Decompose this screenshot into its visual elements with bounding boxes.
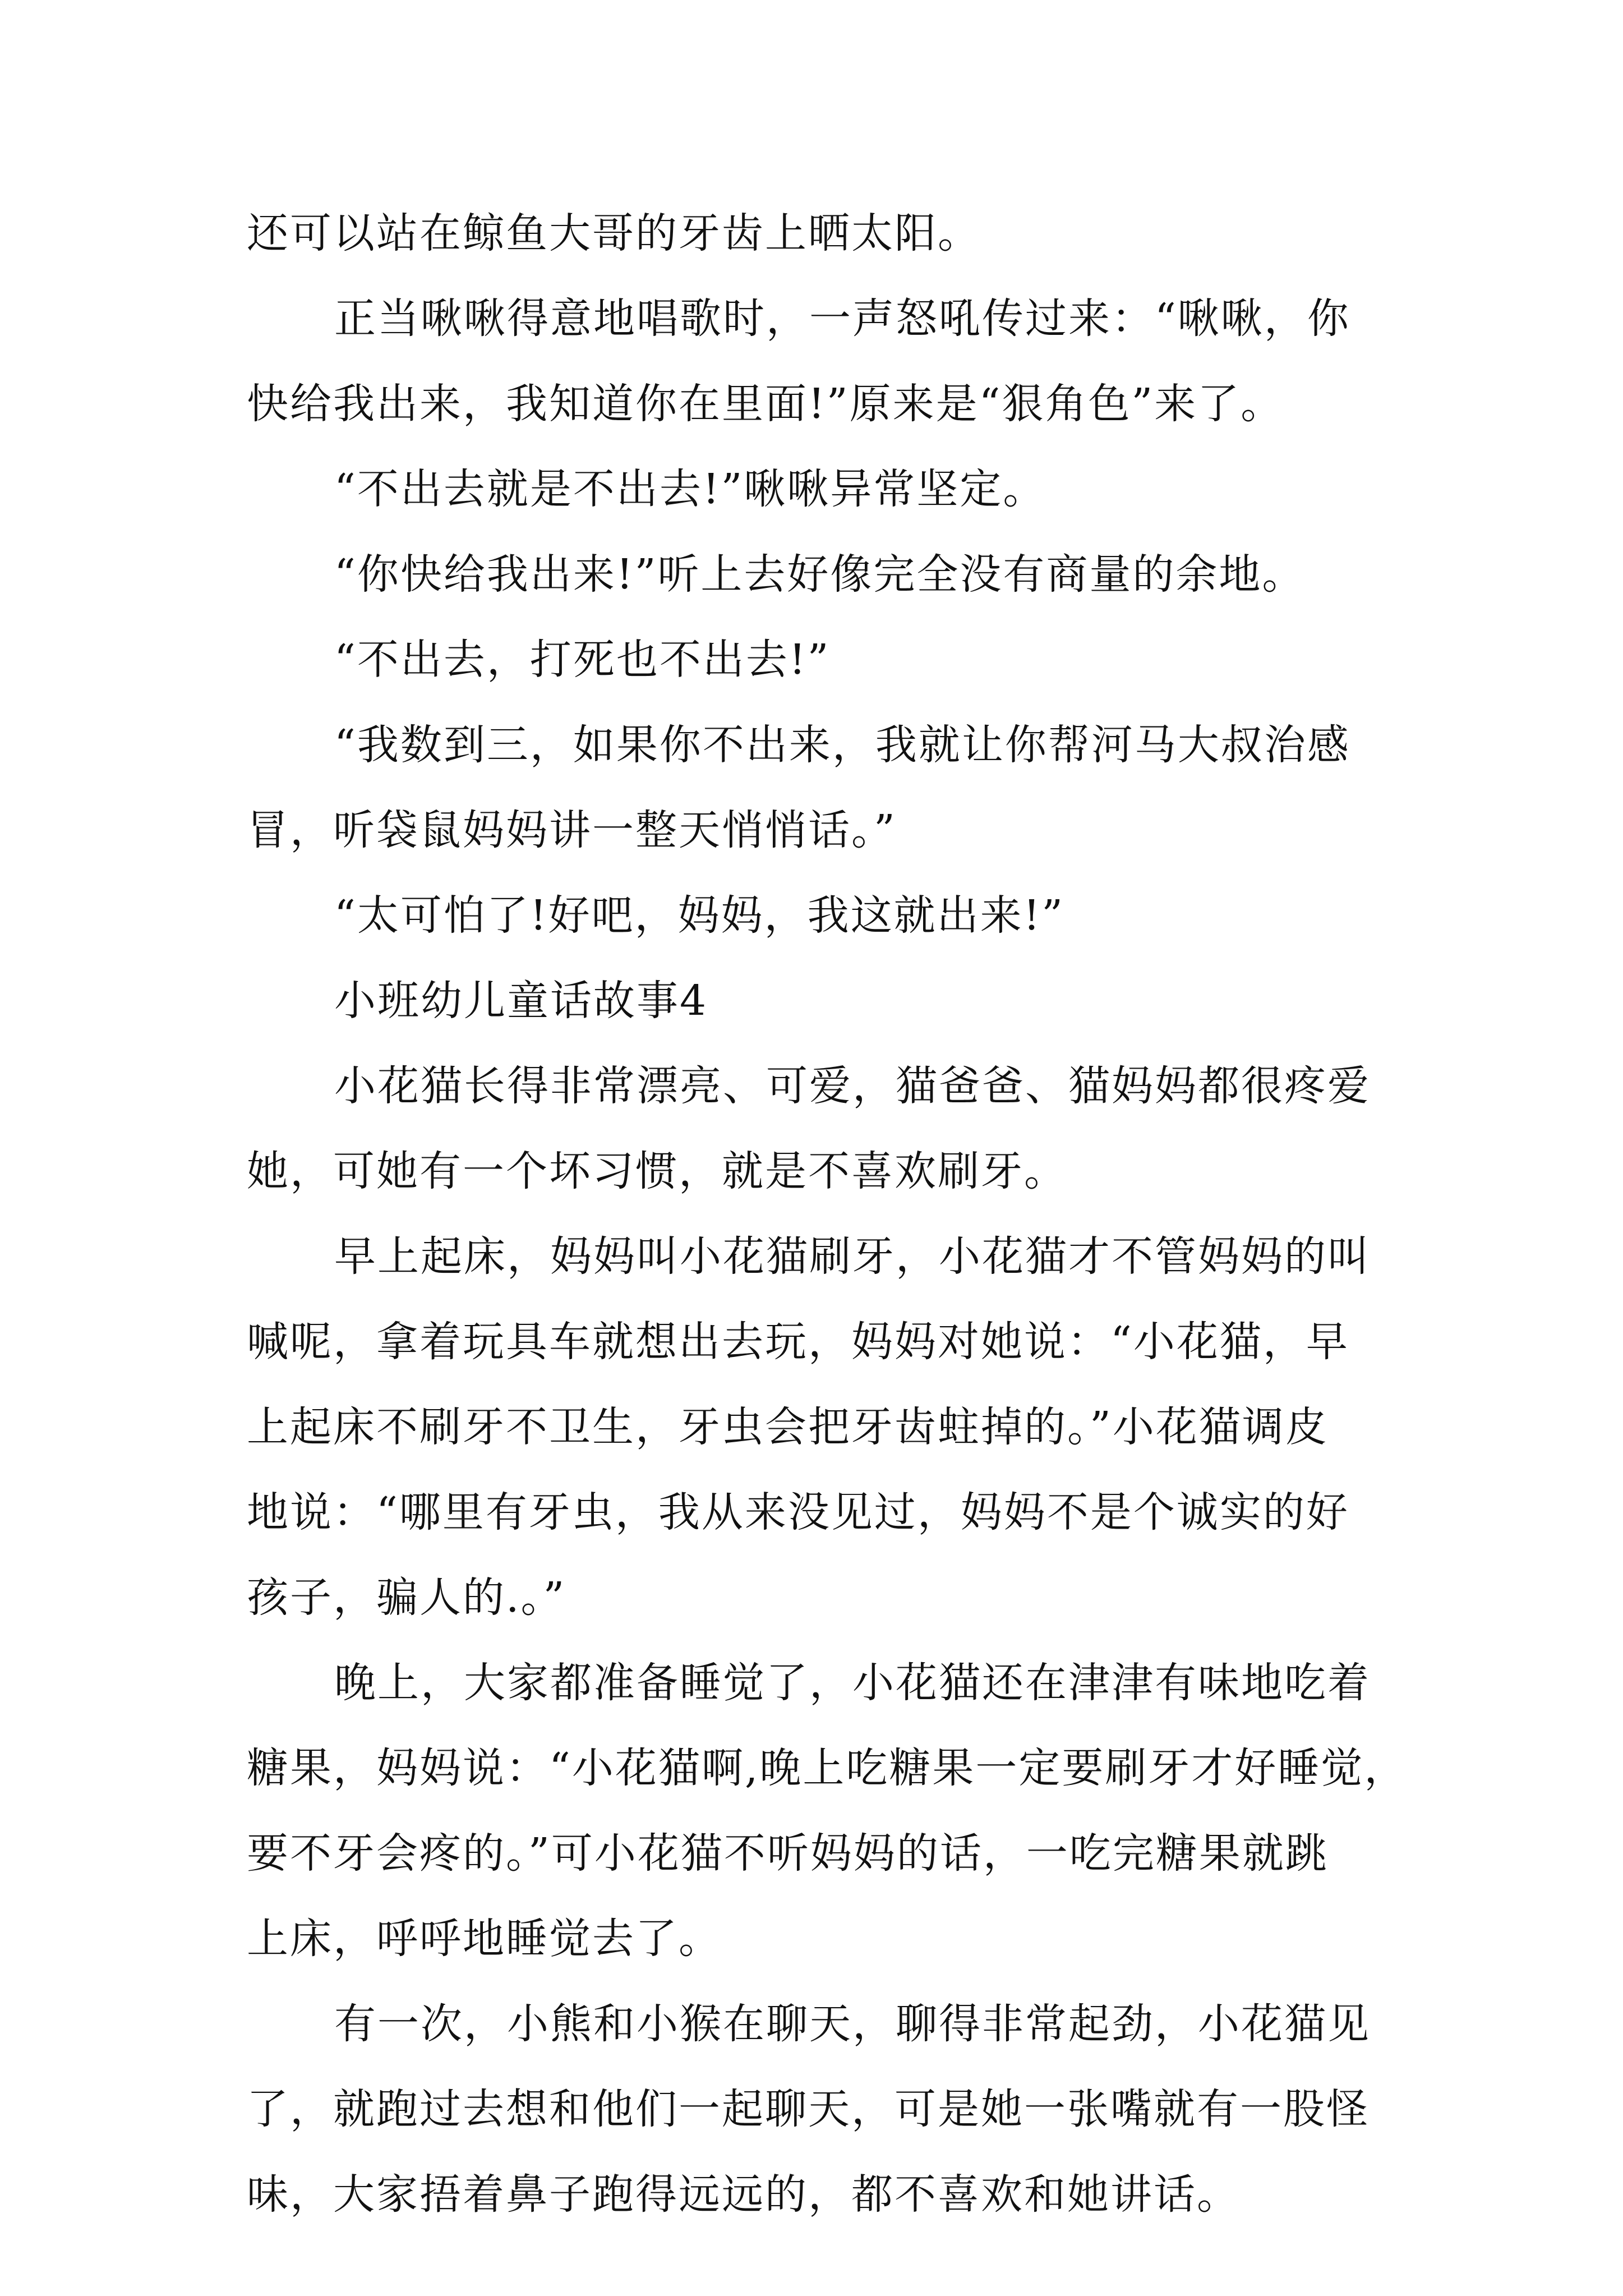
text-line: 上床，呼呼地睡觉去了。 xyxy=(247,1915,722,1963)
text-line: 地说：“哪里有牙虫，我从来没见过，妈妈不是个诚实的好 xyxy=(247,1488,1349,1536)
story-text xyxy=(247,191,1408,2237)
text-line: 还可以站在鲸鱼大哥的牙齿上晒太阳。 xyxy=(247,209,981,257)
text-line: 喊呢，拿着玩具车就想出去玩，妈妈对她说：“小花猫，早 xyxy=(247,1318,1349,1366)
text-line: 冒，听袋鼠妈妈讲一整天悄悄话。” xyxy=(247,806,897,854)
text-line: 要不牙会疼的。”可小花猫不听妈妈的话，一吃完糖果就跳 xyxy=(247,1829,1329,1878)
text-line: 上起床不刷牙不卫生，牙虫会把牙齿蛀掉的。”小花猫调皮 xyxy=(247,1403,1329,1451)
section-heading: 小班幼儿童话故事4 xyxy=(334,977,708,1025)
paragraph-start-line: “我数到三，如果你不出来，我就让你帮河马大叔治感 xyxy=(334,721,1350,769)
paragraph-start-line: 正当啾啾得意地唱歌时，一声怒吼传过来：“啾啾，你 xyxy=(334,295,1350,343)
paragraph-start-line: 早上起床，妈妈叫小花猫刷牙，小花猫才不管妈妈的叫 xyxy=(334,1232,1371,1281)
paragraph-start-line: “太可怕了!好吧，妈妈，我这就出来!” xyxy=(334,891,1065,940)
paragraph-start-line: 晚上，大家都准备睡觉了，小花猫还在津津有味地吃着 xyxy=(334,1659,1371,1707)
text-line: 了，就跑过去想和他们一起聊天，可是她一张嘴就有一股怪 xyxy=(247,2085,1370,2133)
paragraph-start-line: “不出去，打死也不出去!” xyxy=(334,636,831,684)
text-line: 味，大家捂着鼻子跑得远远的，都不喜欢和她讲话。 xyxy=(247,2170,1240,2219)
text-line: 糖果，妈妈说：“小花猫啊,晚上吃糖果一定要刷牙才好睡觉， xyxy=(247,1744,1408,1792)
text-line: 快给我出来，我知道你在里面!”原来是“狠角色”来了。 xyxy=(247,380,1284,428)
paragraph-start-line: “你快给我出来!”听上去好像完全没有商量的余地。 xyxy=(334,550,1306,599)
paragraph-start-line: 有一次，小熊和小猴在聊天，聊得非常起劲，小花猫见 xyxy=(334,2000,1371,2048)
text-line: 孩子，骗人的.。” xyxy=(247,1573,566,1622)
text-line: 她，可她有一个坏习惯，就是不喜欢刷牙。 xyxy=(247,1147,1067,1195)
paragraph-start-line: 小花猫长得非常漂亮、可爱，猫爸爸、猫妈妈都很疼爱 xyxy=(334,1062,1371,1110)
paragraph-start-line: “不出去就是不出去!”啾啾异常坚定。 xyxy=(334,465,1046,513)
